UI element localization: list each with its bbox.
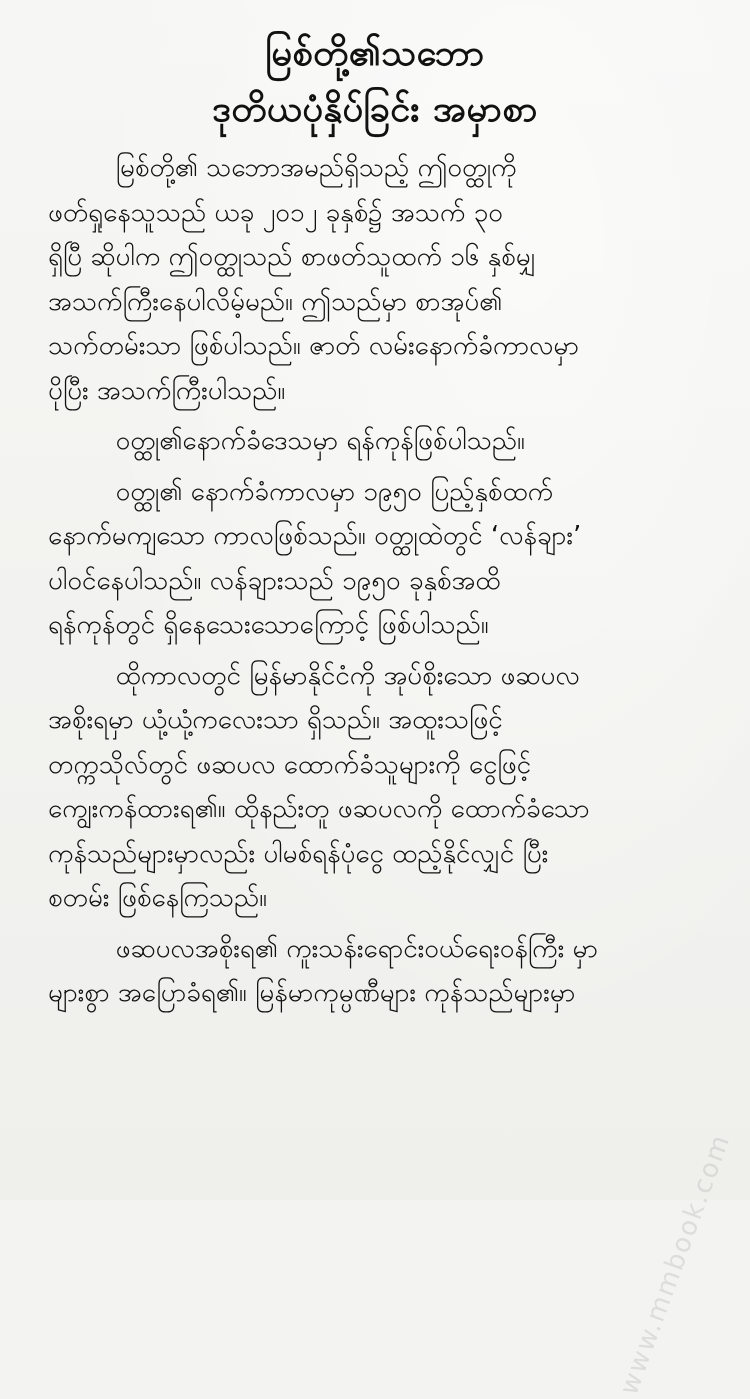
- paragraph-3: [48, 470, 702, 648]
- text-line: ထိုကာလတွင် မြန်မာနိုင်ငံကို အုပ်စိုးသော ဖဆပလ: [115, 660, 580, 691]
- title-line-1: မြစ်တို့၏သဘော: [265, 33, 485, 74]
- body-text: [48, 146, 702, 1016]
- text-line: တက္ကသိုလ်တွင် ဖဆပလ ထောက်ခံသူများကို ငွေဖြင့်: [48, 749, 532, 780]
- text-line: ဝတ္ထု၏ နောက်ခံကာလမှာ ၁၉၅၀ ပြည့်နှစ်ထက်: [115, 476, 554, 507]
- text-line: ဖဆပလအစိုးရ၏ ကူးသန်းရောင်းဝယ်ရေးဝန်ကြီး မှာ: [115, 933, 598, 964]
- text-line: စတမ်း ဖြစ်နေကြသည်။: [48, 883, 268, 913]
- text-line: မြစ်တို့၏ သဘောအမည်ရှိသည့် ဤဝတ္ထုကို: [115, 153, 517, 183]
- paragraph-2: [48, 419, 702, 464]
- title-block: [48, 26, 702, 138]
- paragraph-5: [48, 927, 702, 1016]
- watermark: www.mmbook.com: [613, 1129, 736, 1399]
- paragraph-4: [48, 654, 702, 921]
- text-line: သက်တမ်းသာ ဖြစ်ပါသည်။ ဇာတ် လမ်းနောက်ခံကာလမှာ: [48, 331, 579, 361]
- text-line: ရှိပြီ ဆိုပါက ဤဝတ္ထုသည် စာဖတ်သူထက် ၁၆ နှစ်မျှ: [48, 242, 536, 272]
- text-line: များစွာ အပြောခံရ၏။ မြန်မာကုမ္ပဏီများ ကုန်သည်များမှာ: [48, 978, 576, 1008]
- text-line: အသက်ကြီးနေပါလိမ့်မည်။ ဤသည်မှာ စာအုပ်၏: [48, 286, 503, 317]
- title-line-2: ဒုတိယပုံနှိပ်ခြင်း အမှာစာ: [212, 89, 538, 130]
- text-line: ဝတ္ထု၏နောက်ခံဒေသမှာ ရန်ကုန်ဖြစ်ပါသည်။: [115, 426, 525, 456]
- text-line: ပါဝင်နေပါသည်။ လန်ချားသည် ၁၉၅၀ ခုနှစ်အထိ: [48, 565, 501, 596]
- paragraph-1: [48, 146, 702, 413]
- text-line: အစိုးရမှာ ယုံ့ယုံ့ကလေးသာ ရှိသည်။ အထူးသဖြင့်: [48, 705, 503, 735]
- text-line: ကုန်သည်များမှာလည်း ပါမစ်ရန်ပုံငွေ ထည့်နိုင်လျှင် ပြီး: [48, 838, 549, 869]
- text-line: ဖတ်ရှုနေသူသည် ယခု ၂၀၁၂ ခုနှစ်၌ အသက် ၃၀: [48, 197, 503, 228]
- text-line: ရန်ကုန်တွင် ရှိနေသေးသောကြောင့် ဖြစ်ပါသည်။: [48, 610, 489, 640]
- text-line: နောက်မကျသော ကာလဖြစ်သည်။ ဝတ္ထုထဲတွင် ‘လန်ချား’: [48, 521, 582, 551]
- text-line: ကျွေးကန်ထားရ၏။ ထိုနည်းတူ ဖဆပလကို ထောက်ခံသော: [48, 794, 590, 824]
- text-line: ပိုပြီး အသက်ကြီးပါသည်။: [48, 375, 286, 406]
